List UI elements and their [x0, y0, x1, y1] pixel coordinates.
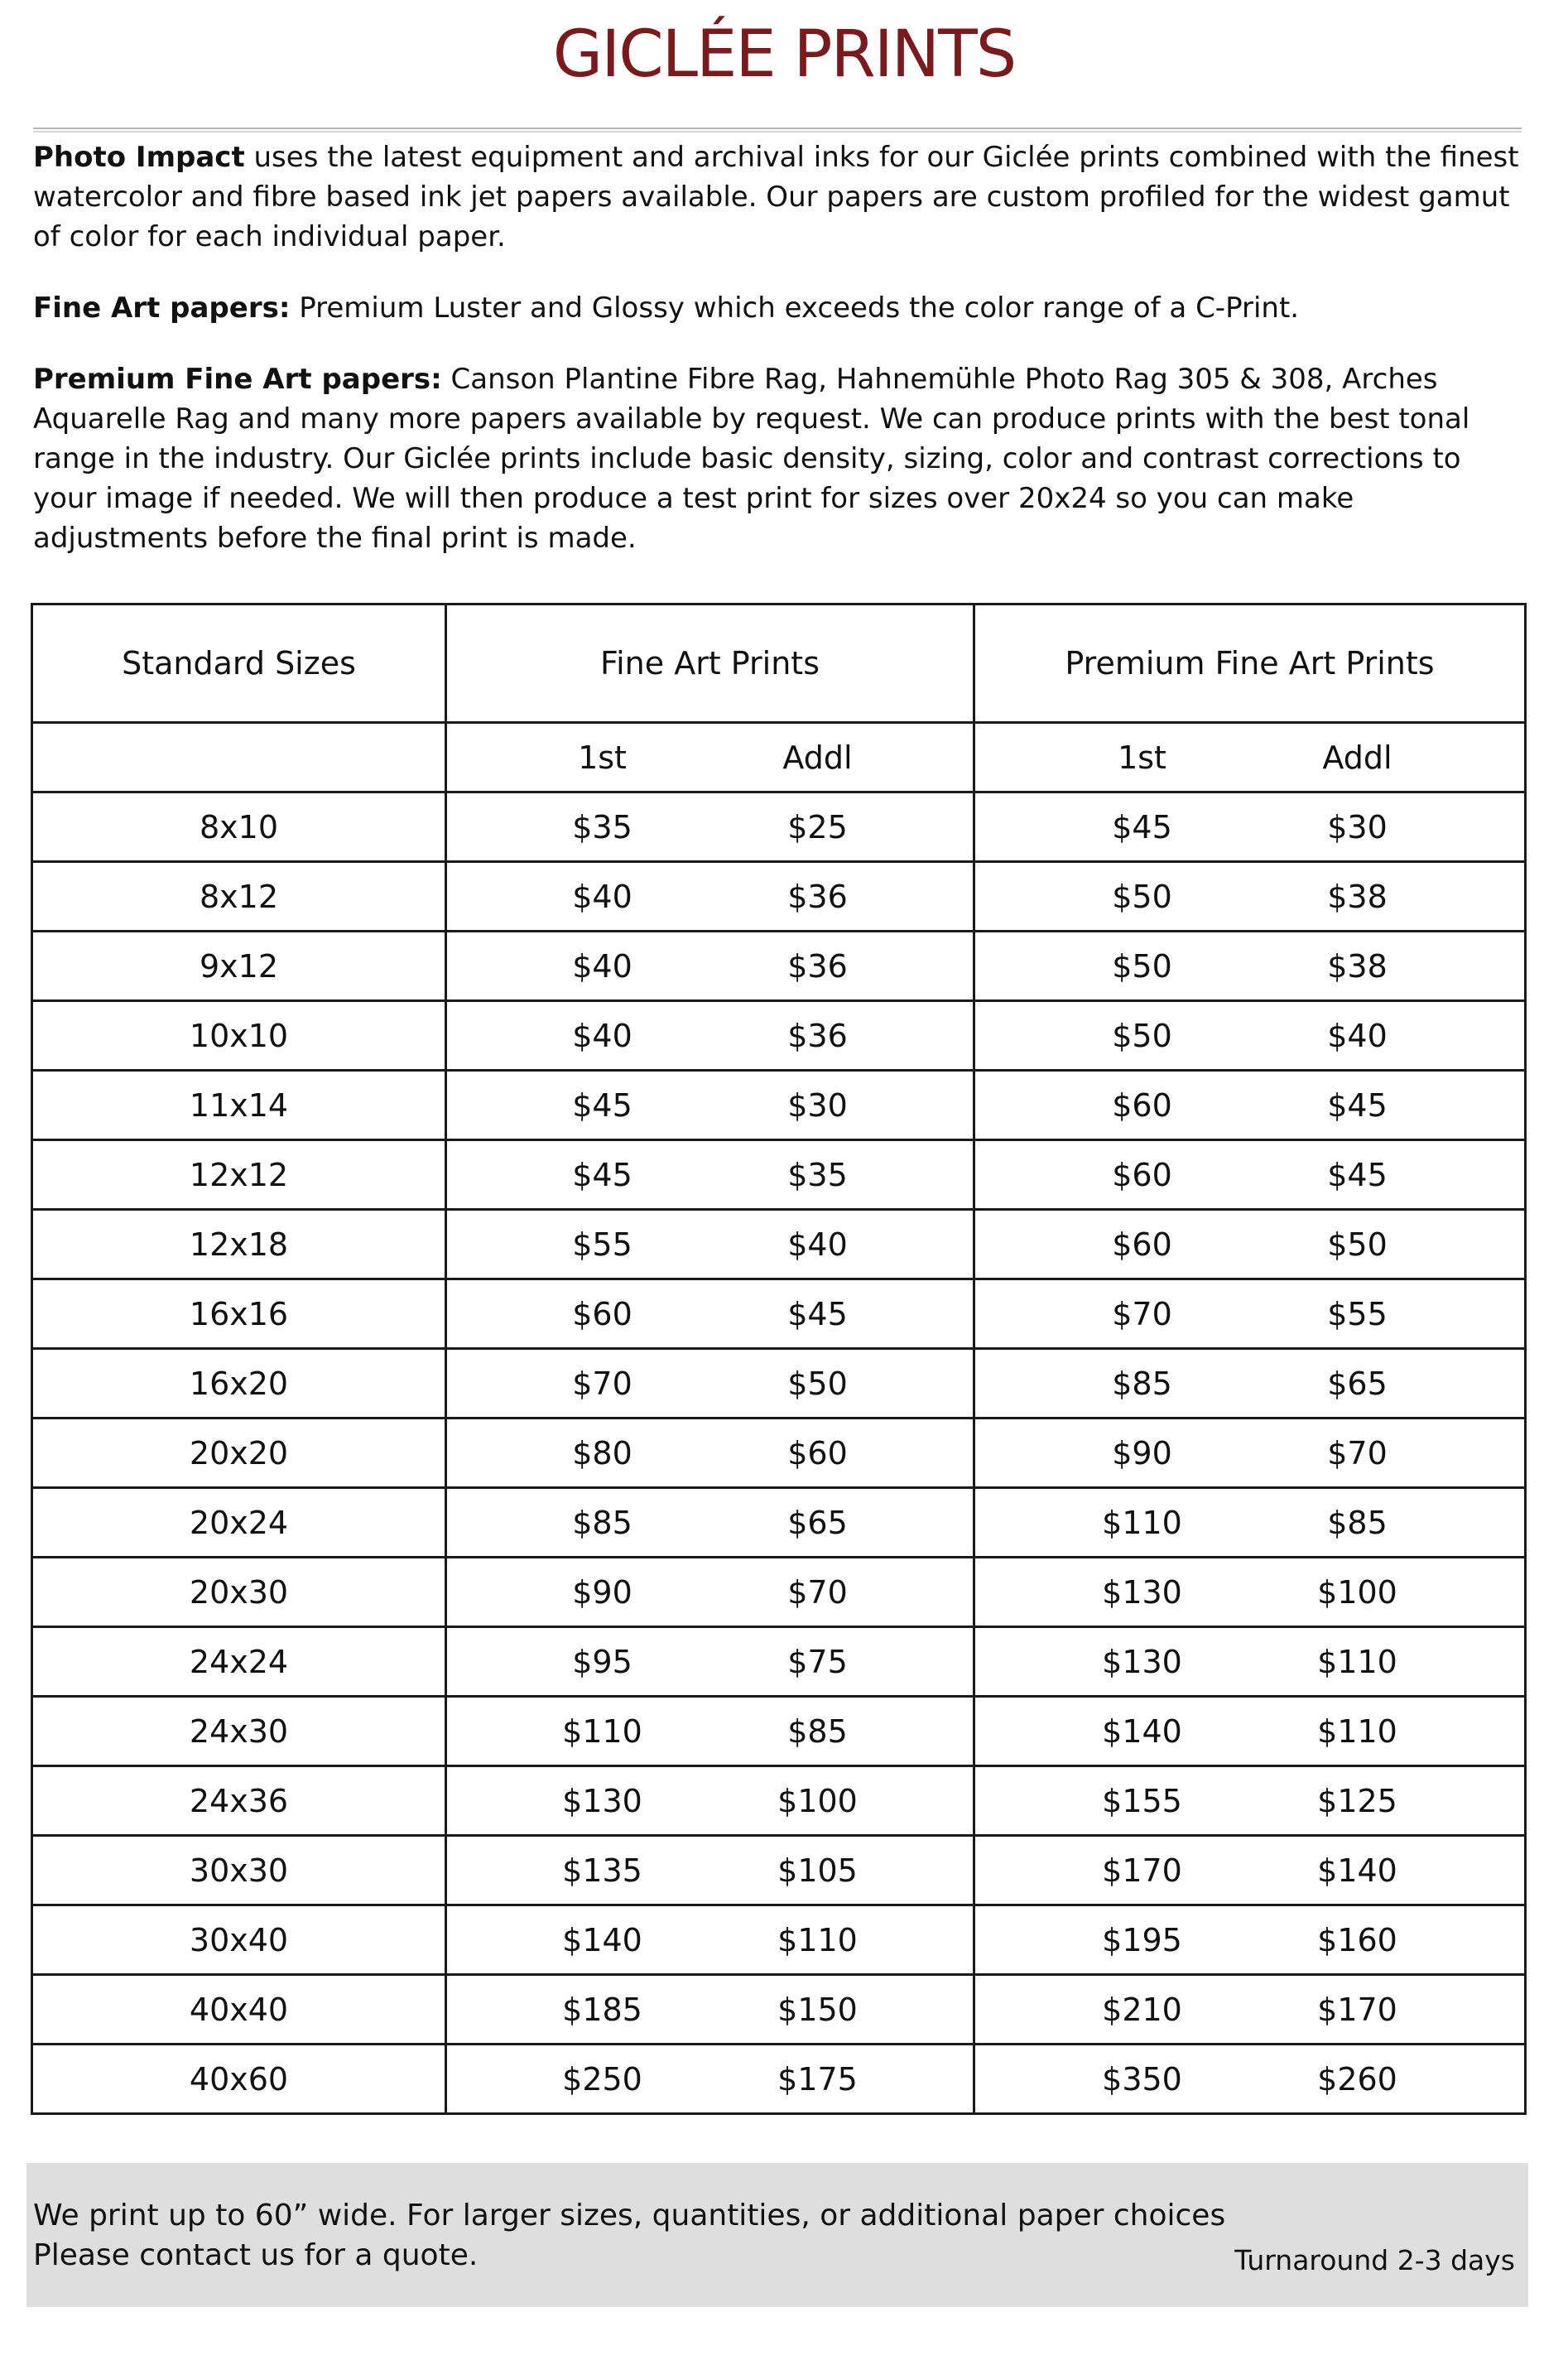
size-cell: 20x24: [32, 1488, 446, 1558]
footer-line-1: We print up to 60” wide. For larger sizes, quantities, or additional paper choices: [33, 2199, 1226, 2233]
intro-company-name: Photo Impact: [33, 141, 245, 174]
premium-addl-price: $125: [1317, 1782, 1397, 1819]
subheader-premium-first: 1st: [1118, 739, 1166, 776]
premium-addl-price: $140: [1317, 1852, 1397, 1889]
premium-price-cell: [974, 2045, 1526, 2114]
premium-papers-label: Premium Fine Art papers:: [33, 363, 442, 396]
price-table: [31, 603, 1527, 2115]
premium-addl-price: $38: [1327, 878, 1388, 915]
table-row: [32, 1071, 1526, 1140]
premium-addl-price: $70: [1327, 1434, 1388, 1472]
fine-addl-price: $36: [787, 1017, 848, 1054]
size-cell: 8x10: [32, 792, 446, 862]
premium-first-price: $70: [1112, 1295, 1172, 1332]
premium-first-price: $130: [1102, 1573, 1182, 1611]
subheader-empty: [32, 723, 446, 792]
subheader-premium: [974, 723, 1526, 792]
fine-art-price-cell: [446, 932, 974, 1001]
fine-addl-price: $85: [787, 1712, 848, 1750]
fine-art-price-cell: [446, 1349, 974, 1419]
fine-art-papers-text: Premium Luster and Glossy which exceeds the color range of a C-Print.: [290, 291, 1300, 325]
premium-addl-price: $65: [1327, 1365, 1388, 1402]
premium-addl-price: $100: [1317, 1573, 1397, 1611]
premium-first-price: $170: [1102, 1852, 1182, 1889]
footer-line-2: Please contact us for a quote.: [33, 2238, 479, 2272]
premium-addl-price: $50: [1327, 1226, 1388, 1263]
premium-price-cell: [974, 1836, 1526, 1905]
fine-art-price-cell: [446, 1001, 974, 1071]
table-row: [32, 1558, 1526, 1627]
premium-price-cell: [974, 862, 1526, 932]
fine-addl-price: $50: [787, 1365, 848, 1402]
table-row: [32, 932, 1526, 1001]
premium-price-cell: [974, 792, 1526, 862]
premium-first-price: $45: [1112, 808, 1172, 845]
premium-price-cell: [974, 932, 1526, 1001]
fine-art-price-cell: [446, 1488, 974, 1558]
fine-first-price: $80: [572, 1434, 632, 1472]
fine-first-price: $130: [562, 1782, 642, 1819]
fine-addl-price: $110: [777, 1921, 858, 1958]
size-cell: 9x12: [32, 932, 446, 1001]
premium-papers-text: Canson Plantine Fibre Rag, Hahnemühle Photo Rag 305 & 308, Arches Aquarelle Rag and many more papers available by request. We can produce prints with the best tonal range in the industry. Our Giclée prints include basic density, sizing, color and contrast corrections to your image if needed. We will then produce a test print for sizes over 20x24 so you can make adjustments before the final print is made.: [33, 363, 1470, 555]
fine-art-price-cell: [446, 2045, 974, 2114]
premium-price-cell: [974, 1488, 1526, 1558]
header-standard-sizes: Standard Sizes: [32, 604, 446, 723]
premium-price-cell: [974, 1001, 1526, 1071]
fine-first-price: $45: [572, 1156, 632, 1193]
table-row: [32, 1627, 1526, 1697]
fine-addl-price: $60: [787, 1434, 848, 1472]
header-fine-art-prints: Fine Art Prints: [446, 604, 974, 723]
premium-addl-price: $110: [1317, 1643, 1397, 1680]
table-row: [32, 1210, 1526, 1279]
premium-first-price: $210: [1102, 1991, 1182, 2028]
table-row: [32, 1349, 1526, 1419]
intro-paragraph-premium: [33, 359, 1523, 558]
premium-price-cell: [974, 1210, 1526, 1279]
fine-first-price: $140: [562, 1921, 642, 1958]
fine-first-price: $70: [572, 1365, 632, 1402]
fine-addl-price: $75: [787, 1643, 848, 1680]
premium-first-price: $110: [1102, 1504, 1182, 1541]
fine-first-price: $85: [572, 1504, 632, 1541]
subheader-fine-first: 1st: [578, 739, 627, 776]
fine-addl-price: $40: [787, 1226, 848, 1263]
premium-first-price: $50: [1112, 1017, 1172, 1054]
fine-addl-price: $100: [777, 1782, 858, 1819]
premium-price-cell: [974, 1697, 1526, 1766]
table-row: [32, 1140, 1526, 1210]
fine-addl-price: $30: [787, 1086, 848, 1124]
subheader-fine-art: [446, 723, 974, 792]
size-cell: 11x14: [32, 1071, 446, 1140]
size-cell: 8x12: [32, 862, 446, 932]
premium-addl-price: $85: [1327, 1504, 1388, 1541]
fine-art-price-cell: [446, 1419, 974, 1488]
footer-contact-text: [33, 2196, 1225, 2276]
premium-first-price: $50: [1112, 878, 1172, 915]
page-title: GICLÉE PRINTS: [552, 17, 1016, 92]
premium-price-cell: [974, 1905, 1526, 1975]
premium-addl-price: $40: [1327, 1017, 1388, 1054]
intro-section: [33, 137, 1523, 590]
size-cell: 24x30: [32, 1697, 446, 1766]
premium-first-price: $140: [1102, 1712, 1182, 1750]
table-row: [32, 792, 1526, 862]
size-cell: 40x60: [32, 2045, 446, 2114]
intro-paragraph-1-text: uses the latest equipment and archival inks for our Giclée prints combined with the finest watercolor and fibre based ink jet papers available. Our papers are custom profiled for the widest gamut of color for each individual paper.: [33, 141, 1519, 253]
premium-price-cell: [974, 1071, 1526, 1140]
footer-note: [26, 2163, 1528, 2307]
fine-art-papers-label: Fine Art papers:: [33, 291, 291, 325]
premium-price-cell: [974, 1419, 1526, 1488]
fine-first-price: $135: [562, 1852, 642, 1889]
fine-art-price-cell: [446, 1766, 974, 1836]
size-cell: 30x40: [32, 1905, 446, 1975]
size-cell: 16x20: [32, 1349, 446, 1419]
fine-addl-price: $65: [787, 1504, 848, 1541]
subheader-premium-addl: Addl: [1322, 739, 1392, 776]
premium-price-cell: [974, 1558, 1526, 1627]
fine-art-price-cell: [446, 862, 974, 932]
table-row: [32, 1001, 1526, 1071]
fine-art-price-cell: [446, 1836, 974, 1905]
subheader-fine-addl: Addl: [782, 739, 853, 776]
table-row: [32, 1905, 1526, 1975]
size-cell: 24x36: [32, 1766, 446, 1836]
fine-first-price: $40: [572, 947, 632, 985]
size-cell: 40x40: [32, 1975, 446, 2045]
fine-addl-price: $36: [787, 947, 848, 985]
premium-first-price: $90: [1112, 1434, 1172, 1472]
table-row: [32, 1419, 1526, 1488]
premium-addl-price: $45: [1327, 1086, 1388, 1124]
premium-first-price: $195: [1102, 1921, 1182, 1958]
fine-art-price-cell: [446, 1140, 974, 1210]
fine-addl-price: $175: [777, 2060, 858, 2098]
fine-first-price: $40: [572, 1017, 632, 1054]
fine-first-price: $90: [572, 1573, 632, 1611]
premium-addl-price: $45: [1327, 1156, 1388, 1193]
header-premium-fine-art-prints: Premium Fine Art Prints: [974, 604, 1526, 723]
intro-paragraph-photo-impact: [33, 137, 1523, 257]
premium-first-price: $350: [1102, 2060, 1182, 2098]
premium-first-price: $50: [1112, 947, 1172, 985]
premium-addl-price: $55: [1327, 1295, 1388, 1332]
premium-price-cell: [974, 1279, 1526, 1349]
footer-turnaround: Turnaround 2-3 days: [1234, 2244, 1515, 2276]
premium-first-price: $60: [1112, 1226, 1172, 1263]
intro-paragraph-fine-art: [33, 288, 1523, 328]
premium-addl-price: $160: [1317, 1921, 1397, 1958]
fine-first-price: $110: [562, 1712, 642, 1750]
table-row: [32, 1766, 1526, 1836]
fine-addl-price: $105: [777, 1852, 858, 1889]
premium-addl-price: $38: [1327, 947, 1388, 985]
table-row: [32, 1488, 1526, 1558]
fine-first-price: $60: [572, 1295, 632, 1332]
premium-first-price: $85: [1112, 1365, 1172, 1402]
fine-art-price-cell: [446, 1279, 974, 1349]
size-cell: 20x30: [32, 1558, 446, 1627]
premium-addl-price: $170: [1317, 1991, 1397, 2028]
size-cell: 12x12: [32, 1140, 446, 1210]
premium-price-cell: [974, 1349, 1526, 1419]
fine-art-price-cell: [446, 1975, 974, 2045]
fine-art-price-cell: [446, 1558, 974, 1627]
premium-price-cell: [974, 1140, 1526, 1210]
premium-addl-price: $110: [1317, 1712, 1397, 1750]
fine-addl-price: $70: [787, 1573, 848, 1611]
size-cell: 24x24: [32, 1627, 446, 1697]
fine-first-price: $35: [572, 808, 632, 845]
table-row: [32, 1279, 1526, 1349]
premium-price-cell: [974, 1975, 1526, 2045]
fine-first-price: $95: [572, 1643, 632, 1680]
table-row: [32, 862, 1526, 932]
fine-first-price: $250: [562, 2060, 642, 2098]
size-cell: 16x16: [32, 1279, 446, 1349]
size-cell: 10x10: [32, 1001, 446, 1071]
table-subheader-row: [32, 723, 1526, 792]
fine-first-price: $55: [572, 1226, 632, 1263]
fine-addl-price: $45: [787, 1295, 848, 1332]
table-header-row: [32, 604, 1526, 723]
fine-art-price-cell: [446, 1627, 974, 1697]
premium-addl-price: $260: [1317, 2060, 1397, 2098]
size-cell: 30x30: [32, 1836, 446, 1905]
premium-first-price: $155: [1102, 1782, 1182, 1819]
size-cell: 20x20: [32, 1419, 446, 1488]
fine-first-price: $185: [562, 1991, 642, 2028]
table-row: [32, 1697, 1526, 1766]
premium-first-price: $60: [1112, 1156, 1172, 1193]
premium-first-price: $60: [1112, 1086, 1172, 1124]
fine-art-price-cell: [446, 1071, 974, 1140]
table-row: [32, 2045, 1526, 2114]
fine-addl-price: $25: [787, 808, 848, 845]
premium-first-price: $130: [1102, 1643, 1182, 1680]
fine-addl-price: $150: [777, 1991, 858, 2028]
fine-art-price-cell: [446, 792, 974, 862]
fine-first-price: $40: [572, 878, 632, 915]
premium-price-cell: [974, 1627, 1526, 1697]
fine-art-price-cell: [446, 1905, 974, 1975]
title-divider: [33, 128, 1522, 132]
fine-addl-price: $36: [787, 878, 848, 915]
table-row: [32, 1836, 1526, 1905]
premium-price-cell: [974, 1766, 1526, 1836]
fine-addl-price: $35: [787, 1156, 848, 1193]
table-row: [32, 1975, 1526, 2045]
fine-art-price-cell: [446, 1210, 974, 1279]
premium-addl-price: $30: [1327, 808, 1388, 845]
size-cell: 12x18: [32, 1210, 446, 1279]
fine-first-price: $45: [572, 1086, 632, 1124]
fine-art-price-cell: [446, 1697, 974, 1766]
